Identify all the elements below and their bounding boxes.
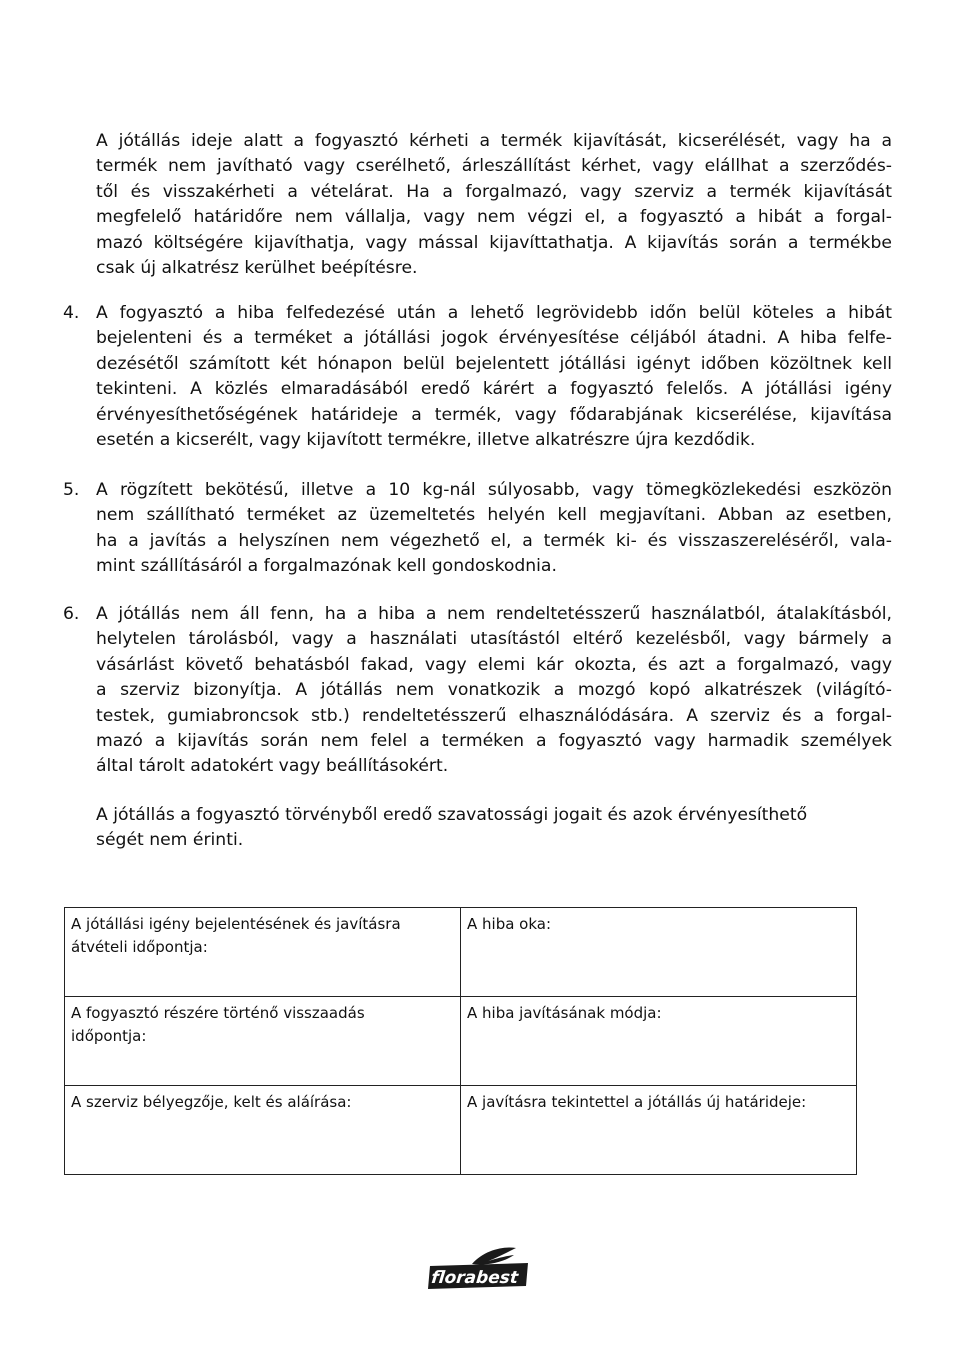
text-line: A jótállás a fogyasztó törvényből eredő szavatossági jogait és azok érvényesíthető (96, 805, 808, 825)
list-number: 5. (63, 480, 80, 500)
text-line: ségét nem érinti. (96, 830, 244, 851)
form-cell-defect-cause[interactable] (461, 908, 857, 997)
text-line: ha a javítás a helyszínen nem végezhető el, a termék ki- és visszaszereléséről, vala- (96, 530, 892, 551)
logo-wordmark: florabest (430, 1268, 520, 1288)
text-line: vásárlást követő behatásból fakad, vagy elemi kár okozta, és azt a forgalmazó, vagy (96, 654, 892, 675)
text-line: mint szállításáról a forgalmazónak kell gondoskodnia. (96, 556, 557, 577)
cell-label: A fogyasztó részére történő visszaadás (71, 1004, 365, 1022)
text-line: mazó költségére kijavíthatja, vagy mással kijavíttathatja. A kijavítás során a termékbe (96, 232, 892, 253)
form-cell-service-stamp[interactable] (65, 1086, 461, 1175)
table-row (65, 997, 857, 1086)
text-line: érvényesíthetőségének határideje a termék, vagy fődarabjának kicserélése, kijavítása (96, 404, 892, 425)
text-line: A jótállás nem áll fenn, ha a hiba a nem rendeltetésszerű használatból, átalakításból, (96, 604, 892, 624)
text-line: esetén a kicserélt, vagy kijavított termékre, illetve alkatrészre újra kezdődik. (96, 430, 756, 451)
text-line: A jótállás ideje alatt a fogyasztó kérheti a termék kijavítását, kicserélését, vagy ha a (96, 131, 892, 151)
list-item-6 (63, 602, 892, 780)
text-line: A rögzített bekötésű, illetve a 10 kg-nál súlyosabb, vagy tömegközlekedési eszközön (96, 480, 892, 500)
list-number: 4. (63, 303, 80, 323)
form-cell-return-date[interactable] (65, 997, 461, 1086)
text-line: helytelen tárolásból, vagy a használati utasítástól eltérő kezelésből, vagy bármely a (96, 629, 892, 650)
cell-label: A jótállási igény bejelentésének és javításra (71, 915, 401, 933)
form-cell-repair-method[interactable] (461, 997, 857, 1086)
text-line: bejelenteni és a terméket a jótállási jogok érvényesítése céljából átadni. A hiba felfe- (96, 328, 892, 349)
text-line: által tárolt adatokért vagy beállításokért. (96, 756, 449, 777)
text-line: nem szállítható terméket az üzemeltetés helyén kell megjavítani. Abban az esetben, (96, 505, 892, 526)
cell-label: A szerviz bélyegzője, kelt és aláírása: (71, 1093, 352, 1111)
service-record-table (64, 907, 857, 1175)
leaf-icon (472, 1248, 516, 1265)
cell-label: A javításra tekintettel a jótállás új határideje: (467, 1093, 807, 1111)
text-line: A fogyasztó a hiba felfedezésé után a lehető legrövidebb időn belül köteles a hibát (96, 303, 892, 323)
list-item-5 (63, 478, 892, 580)
form-cell-intake-date[interactable] (65, 908, 461, 997)
text-line: mazó a kijavítás során nem felel a terméken a fogyasztó vagy harmadik személyek (96, 731, 892, 752)
text-line: től és visszakérheti a vételárat. Ha a forgalmazó, vagy szerviz a termék kijavítását (96, 181, 892, 202)
florabest-logo (424, 1246, 532, 1292)
form-cell-new-deadline[interactable] (461, 1086, 857, 1175)
cell-label: átvételi időpontja: (71, 938, 208, 956)
cell-label: időpontja: (71, 1027, 147, 1045)
text-line: testek, gumiabroncsok stb.) rendeltetésszerű elhasználódására. A szerviz és a forgal- (96, 705, 892, 726)
text-line: megfelelő határidőre nem vállalja, vagy nem végzi el, a fogyasztó a hibát a forgal- (96, 207, 892, 228)
cell-label: A hiba oka: (467, 915, 552, 933)
list-number: 6. (63, 604, 80, 624)
table-row (65, 908, 857, 997)
list-item-4 (63, 301, 892, 453)
intro-paragraph (96, 129, 892, 281)
cell-label: A hiba javításának módja: (467, 1004, 662, 1022)
text-line: a szerviz bizonyítja. A jótállás nem vonatkozik a mozgó kopó alkatrészek (világító- (96, 680, 892, 701)
closing-paragraph (96, 803, 892, 854)
text-line: termék nem javítható vagy cserélhető, árleszállítást kérhet, vagy elállhat a szerződés- (96, 156, 892, 177)
text-line: tekinteni. A közlés elmaradásából eredő kárért a fogyasztó felelős. A jótállási igény (96, 379, 892, 400)
text-line: dezésétől számított két hónapon belül bejelentett jótállási igényt időben közöltnek kell (96, 353, 892, 374)
table-row (65, 1086, 857, 1175)
text-line: csak új alkatrész kerülhet beépítésre. (96, 258, 418, 279)
